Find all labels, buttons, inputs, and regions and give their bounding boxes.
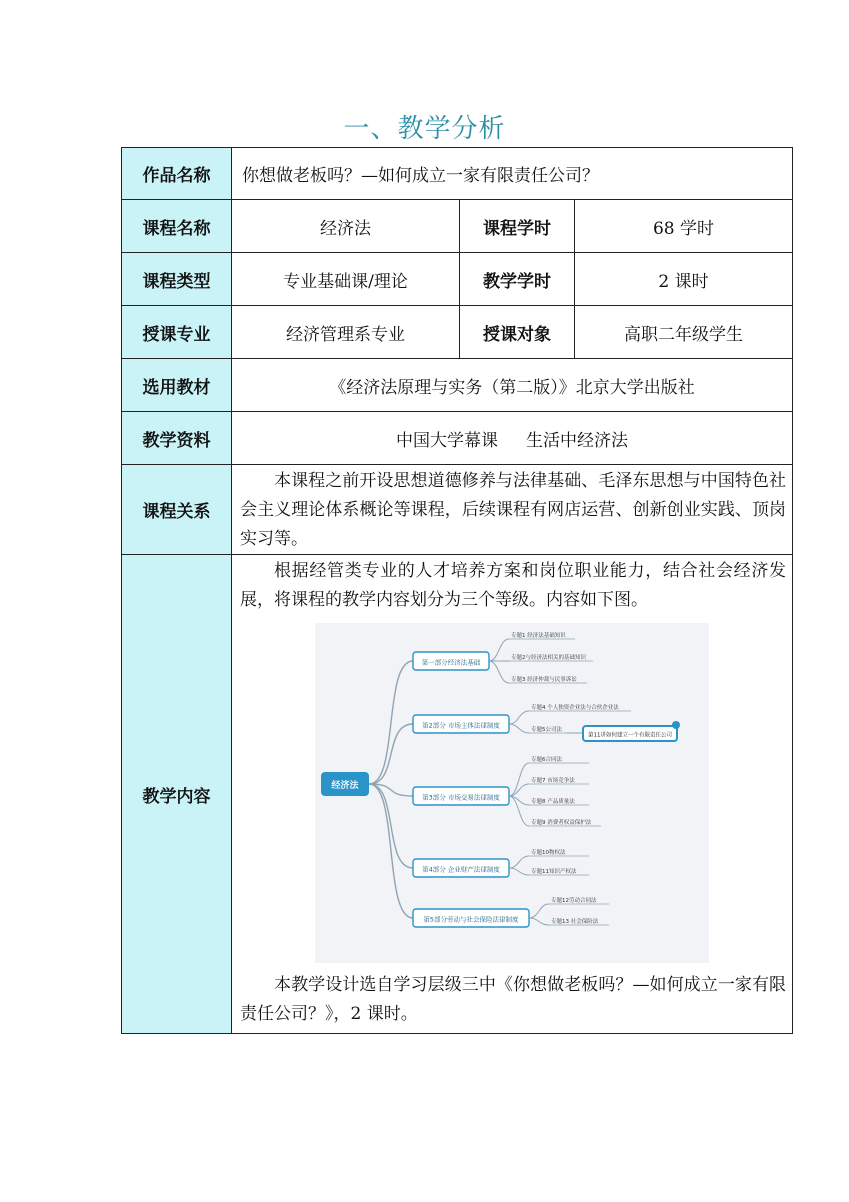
root-connector-5 xyxy=(369,784,413,918)
course-hours-value: 68 学时 xyxy=(575,200,793,253)
relation-cell xyxy=(232,465,793,555)
topic-label: 专题7 市场竞争法 xyxy=(531,778,575,784)
topic-label: 专题10物权法 xyxy=(531,850,566,856)
mindmap-svg xyxy=(315,623,709,963)
work-name-value: 你想做老板吗？—如何成立一家有限责任公司？ xyxy=(232,148,793,200)
row-major xyxy=(122,306,793,359)
relation-text: 本课程之前开设思想道德修养与法律基础、毛泽东思想与中国特色社会主义理论体系概论等课程，后续课程有网店运营、创新创业实践、顶岗实习等。 xyxy=(240,471,787,549)
topic-connector xyxy=(509,711,529,724)
major-label: 授课专业 xyxy=(122,306,232,359)
relation-label: 课程关系 xyxy=(122,465,232,555)
row-relation xyxy=(122,465,793,555)
topic-label: 专题12劳动合同法 xyxy=(551,898,597,904)
root-connector-1 xyxy=(369,661,413,784)
course-mindmap xyxy=(315,623,709,963)
work-name-label: 作品名称 xyxy=(122,148,232,200)
part-node-label-1: 第一部分经济法基础 xyxy=(421,658,481,667)
content-outro: 本教学设计选自学习层级三中《你想做老板吗？—如何成立一家有限责任公司？》，2 课时。 xyxy=(240,975,787,1024)
part-node-label-5: 第5部分劳动与社会保险法律制度 xyxy=(423,915,519,924)
major-value: 经济管理系专业 xyxy=(232,306,460,359)
topic-label: 专题9 消费者权益保护法 xyxy=(531,820,592,826)
row-course-name xyxy=(122,200,793,253)
topic-connector xyxy=(509,868,529,875)
course-hours-label: 课程学时 xyxy=(460,200,575,253)
material-mooc: 中国大学幕课 xyxy=(396,430,499,451)
topic-label: 专题8 产品质量法 xyxy=(531,799,575,805)
topic-connector xyxy=(509,724,529,733)
topic-label: 专题4 个人独资企业法与合伙企业法 xyxy=(531,705,619,711)
content-intro: 根据经管类专业的人才培养方案和岗位职业能力，结合社会经济发展，将课程的教学内容划分为三个等级。内容如下图。 xyxy=(240,561,787,610)
row-textbook xyxy=(122,359,793,412)
topic-connector xyxy=(509,763,529,796)
root-connector-2 xyxy=(369,724,413,784)
textbook-value: 《经济法原理与实务（第二版）》北京大学出版社 xyxy=(232,359,793,412)
topic-label: 专题6合同法 xyxy=(531,757,562,763)
highlight-node-label: 第11讲如何建立一个有限责任公司 xyxy=(588,732,672,739)
topic-label: 专题11知识产权法 xyxy=(531,869,577,875)
part-node-label-2: 第2部分 市场主体法律制度 xyxy=(422,721,500,730)
row-work-name xyxy=(122,148,793,200)
topic-label: 专题5公司法 xyxy=(531,727,562,733)
topic-connector xyxy=(529,918,549,925)
content-cell xyxy=(232,555,793,1034)
analysis-table xyxy=(121,147,793,1034)
topic-connector xyxy=(509,856,529,868)
materials-value xyxy=(232,412,793,465)
course-type-value: 专业基础课/理论 xyxy=(232,253,460,306)
row-course-type xyxy=(122,253,793,306)
part-node-label-4: 第4部分 企业财产法律制度 xyxy=(422,865,500,874)
root-node-label: 经济法 xyxy=(331,781,359,791)
page-title: 一、教学分析 xyxy=(343,114,506,144)
topic-label: 专题2与经济法相关的基础知识 xyxy=(511,655,587,661)
content-label: 教学内容 xyxy=(122,555,232,1034)
teaching-hours-value: 2 课时 xyxy=(575,253,793,306)
audience-value: 高职二年级学生 xyxy=(575,306,793,359)
topic-connector xyxy=(489,661,509,683)
audience-label: 授课对象 xyxy=(460,306,575,359)
topic-connector xyxy=(529,904,549,918)
textbook-label: 选用教材 xyxy=(122,359,232,412)
materials-label: 教学资料 xyxy=(122,412,232,465)
topic-connector xyxy=(489,639,509,661)
topic-label: 专题13 社会保险法 xyxy=(551,919,599,925)
material-life-law: 生活中经济法 xyxy=(526,430,629,451)
row-materials xyxy=(122,412,793,465)
highlight-marker-icon xyxy=(672,721,680,729)
teaching-hours-label: 教学学时 xyxy=(460,253,575,306)
course-name-value: 经济法 xyxy=(232,200,460,253)
row-content xyxy=(122,555,793,1034)
topic-label: 专题3 经济仲裁与民事诉讼 xyxy=(511,677,577,683)
course-type-label: 课程类型 xyxy=(122,253,232,306)
topic-label: 专题1 经济法基础知识 xyxy=(511,633,566,639)
part-node-label-3: 第3部分 市场交易法律制度 xyxy=(422,793,500,802)
course-name-label: 课程名称 xyxy=(122,200,232,253)
